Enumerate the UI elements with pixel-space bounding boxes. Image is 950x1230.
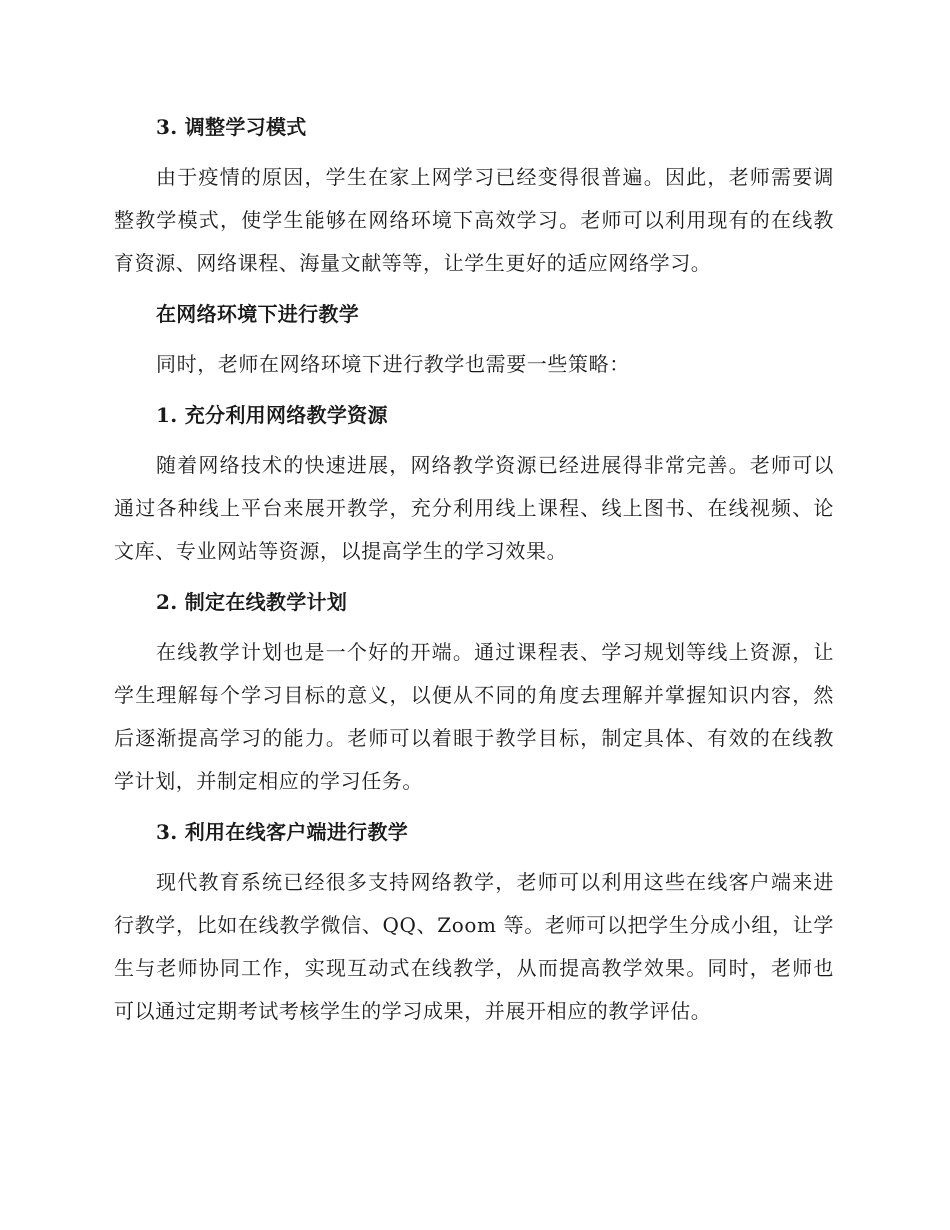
paragraph-online-teaching-intro: 同时，老师在网络环境下进行教学也需要一些策略：	[156, 352, 630, 376]
paragraph-adjust-learning-mode: 由于疫情的原因，学生在家上网学习已经变得很普遍。因此，老师需要调整教学模式，使学生能够在网络环境下高效学习。老师可以利用现有的在线教育资源、网络课程、海量文献等等，让学生更好的适应网络学习。	[114, 165, 834, 275]
section-heading-use-online-resources: 1. 充分利用网络教学资源	[156, 403, 388, 427]
document-body	[114, 108, 834, 1043]
paragraph-online-teaching-plan: 在线教学计划也是一个好的开端。通过课程表、学习规划等线上资源，让学生理解每个学习目标的意义，以便从不同的角度去理解并掌握知识内容，然后逐渐提高学习的能力。老师可以着眼于教学目标，制定具体、有效的在线教学计划，并制定相应的学习任务。	[114, 640, 834, 793]
paragraph-online-clients: 现代教育系统已经很多支持网络教学，老师可以利用这些在线客户端来进行教学，比如在线教学微信、QQ、Zoom 等。老师可以把学生分成小组，让学生与老师协同工作，实现互动式在线教学，从而提高教学效果。同时，老师也可以通过定期考试考核学生的学习成果，并展开相应的教学评估。	[114, 870, 834, 1023]
section-heading-online-teaching-plan: 2. 制定在线教学计划	[156, 590, 348, 614]
paragraph-use-online-resources: 随着网络技术的快速进展，网络教学资源已经进展得非常完善。老师可以通过各种线上平台来展开教学，充分利用线上课程、线上图书、在线视频、论文库、专业网站等资源，以提高学生的学习效果。	[114, 453, 834, 563]
section-heading-online-teaching: 在网络环境下进行教学	[156, 302, 359, 326]
section-heading-adjust-learning-mode: 3. 调整学习模式	[156, 115, 307, 139]
section-heading-online-clients: 3. 利用在线客户端进行教学	[156, 820, 409, 844]
